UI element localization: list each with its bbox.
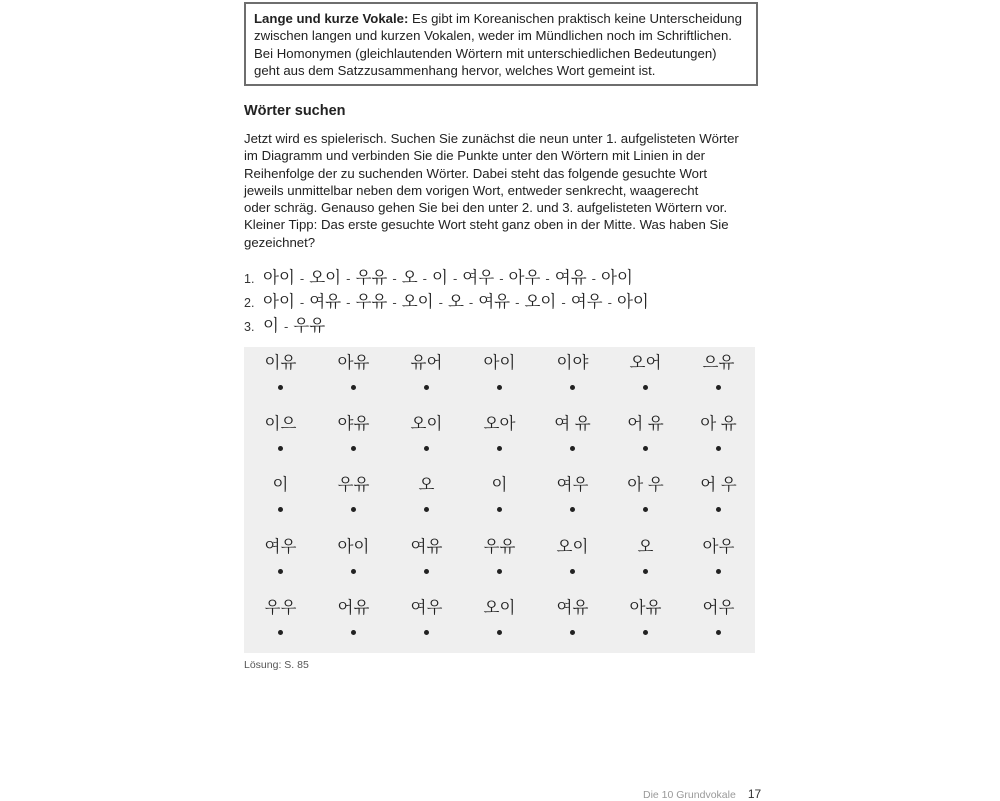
grid-dot[interactable] [497, 446, 502, 451]
grid-dot[interactable] [351, 569, 356, 574]
grid-word: 아우 [702, 537, 735, 556]
sequence-word: 아이 [263, 269, 295, 287]
sequence-word: 여유 [309, 293, 342, 311]
grid-word: 이 [491, 476, 508, 495]
sequence-word: 오이 [524, 293, 557, 311]
grid-word: 오이 [483, 598, 516, 617]
sequence-separator: - [607, 295, 612, 310]
page-footer [643, 787, 761, 801]
grid-word: 어 우 [700, 476, 737, 495]
sequence-word: 여우 [462, 269, 495, 287]
grid-dot[interactable] [497, 507, 502, 512]
grid-cell [609, 353, 682, 390]
sequence-separator: - [499, 271, 504, 286]
grid-cell [390, 353, 463, 390]
sequence-separator: - [392, 295, 397, 310]
sequence-word: 우유 [355, 269, 388, 287]
sequence-word: 오 [447, 293, 464, 311]
sequence-word: 여우 [570, 293, 603, 311]
grid-word: 우유 [483, 537, 516, 556]
info-box-line-4: geht aus dem Satzzusammenhang hervor, welches Wort gemeint ist. [254, 62, 656, 78]
grid-word: 여우 [410, 598, 443, 617]
grid-word: 아유 [337, 354, 370, 372]
intro-line: jeweils unmittelbar neben dem vorigen Wort, entweder senkrecht, waagerecht [244, 182, 699, 198]
grid-dot[interactable] [424, 446, 429, 451]
grid-dot[interactable] [643, 630, 648, 635]
sequence-word: 이 [432, 269, 448, 287]
grid-dot[interactable] [716, 507, 721, 512]
grid-cell [609, 475, 682, 512]
grid-word: 여유 [556, 598, 589, 617]
grid-cell [390, 414, 463, 451]
grid-dot[interactable] [497, 569, 502, 574]
grid-word: 오이 [410, 415, 443, 434]
grid-word: 여우 [264, 537, 297, 556]
grid-word: 이 [272, 476, 289, 495]
grid-dot[interactable] [424, 569, 429, 574]
grid-word: 어우 [702, 598, 735, 617]
sequence-separator: - [468, 295, 474, 310]
grid-cell [682, 353, 755, 390]
word-sequence-1 [244, 264, 649, 288]
grid-cell [609, 598, 682, 635]
grid-dot[interactable] [570, 630, 575, 635]
word-sequence-2 [244, 288, 649, 312]
grid-cell [317, 537, 390, 574]
grid-dot[interactable] [716, 569, 721, 574]
sequence-separator: - [561, 295, 566, 310]
grid-dot[interactable] [424, 385, 429, 390]
grid-dot[interactable] [643, 507, 648, 512]
grid-cell [463, 414, 536, 451]
grid-dot[interactable] [278, 507, 283, 512]
sequence-word: 여유 [478, 293, 511, 311]
grid-dot[interactable] [278, 385, 283, 390]
sequence-separator: - [591, 271, 596, 286]
grid-word: 여 유 [554, 415, 591, 434]
grid-cell [390, 598, 463, 635]
grid-cell [463, 475, 536, 512]
grid-dot[interactable] [424, 630, 429, 635]
grid-cell [682, 414, 755, 451]
grid-cell [682, 537, 755, 574]
solution-reference: Lösung: S. 85 [244, 659, 309, 671]
grid-word: 아이 [337, 537, 370, 556]
grid-dot[interactable] [497, 385, 502, 390]
grid-cell [317, 353, 390, 390]
grid-dot[interactable] [351, 385, 356, 390]
grid-dot[interactable] [643, 569, 648, 574]
word-search-grid [244, 347, 755, 653]
grid-dot[interactable] [716, 630, 721, 635]
grid-word: 여유 [410, 537, 443, 556]
sequence-word: 우유 [293, 317, 326, 335]
grid-cell [463, 537, 536, 574]
grid-cell [244, 414, 317, 451]
grid-word: 오 [637, 537, 654, 556]
intro-line: oder schräg. Genauso gehen Sie bei den unter 2. und 3. aufgelisteten Wörtern vor. [244, 200, 728, 216]
grid-cell [536, 537, 609, 574]
sequence-number: 3. [244, 320, 255, 334]
grid-cell [244, 537, 317, 574]
grid-dot[interactable] [424, 507, 429, 512]
grid-cell [463, 353, 536, 390]
grid-dot[interactable] [716, 385, 721, 390]
sequence-separator: - [545, 271, 550, 286]
sequence-word: 오이 [401, 293, 434, 311]
grid-cell [317, 414, 390, 451]
grid-cell [244, 475, 317, 512]
grid-dot[interactable] [497, 630, 502, 635]
grid-cell [390, 475, 463, 512]
grid-word: 우우 [264, 598, 297, 617]
grid-cell [536, 475, 609, 512]
grid-cell [536, 414, 609, 451]
grid-dot[interactable] [570, 507, 575, 512]
grid-dot[interactable] [643, 446, 648, 451]
grid-dot[interactable] [570, 385, 575, 390]
grid-word: 오어 [629, 354, 662, 372]
sequence-word: 오이 [309, 269, 342, 287]
intro-line: Jetzt wird es spielerisch. Suchen Sie zunächst die neun unter 1. aufgelisteten Wörter [244, 131, 739, 146]
sequence-word: 아이 [616, 293, 649, 311]
grid-dot[interactable] [716, 446, 721, 451]
grid-word: 오 [418, 476, 435, 495]
intro-paragraph [244, 130, 764, 251]
grid-cell [609, 414, 682, 451]
grid-word: 아이 [483, 354, 516, 372]
grid-cell [609, 537, 682, 574]
sequence-word: 아이 [601, 269, 633, 287]
grid-word: 이야 [556, 354, 589, 372]
sequence-separator: - [299, 295, 305, 310]
sequence-separator: - [392, 271, 397, 286]
grid-dot[interactable] [570, 446, 575, 451]
sequence-separator: - [422, 271, 427, 286]
intro-line: gezeichnet? [244, 234, 316, 250]
intro-line: Reihenfolge der zu suchenden Wörter. Dabei steht das folgende gesuchte Wort [244, 165, 708, 181]
grid-cell [682, 475, 755, 512]
grid-dot[interactable] [570, 569, 575, 574]
grid-word: 오이 [556, 537, 589, 556]
intro-line: im Diagramm und verbinden Sie die Punkte unter den Wörtern mit Linien in der [244, 148, 706, 164]
grid-word: 으유 [702, 354, 735, 372]
info-box-title: Lange und kurze Vokale: [254, 11, 409, 26]
grid-cell [317, 598, 390, 635]
info-box-line-3: Bei Homonymen (gleichlautenden Wörtern mit unterschiedlichen Bedeutungen) [254, 45, 717, 61]
grid-word: 우유 [337, 476, 370, 495]
grid-word: 유어 [410, 354, 443, 372]
sequence-separator: - [299, 271, 305, 286]
info-box-line-2: zwischen langen und kurzen Vokalen, weder im Mündlichen noch im Schriftlichen. [254, 28, 732, 44]
sequence-word: 오 [401, 269, 418, 287]
grid-word: 어유 [337, 598, 370, 617]
grid-cell [390, 537, 463, 574]
grid-word: 이으 [264, 415, 297, 434]
grid-dot[interactable] [278, 569, 283, 574]
info-box [244, 2, 758, 86]
sequence-number: 2. [244, 296, 255, 310]
grid-word: 여우 [556, 476, 589, 495]
grid-cell [536, 353, 609, 390]
page-number: 17 [747, 787, 762, 801]
grid-cell [244, 598, 317, 635]
word-sequence-3 [244, 312, 649, 336]
grid-word: 야유 [337, 415, 370, 434]
sequence-separator: - [283, 319, 289, 334]
sequence-number: 1. [244, 272, 255, 286]
sequence-separator: - [346, 295, 351, 310]
sequence-word: 아이 [263, 293, 295, 311]
sequence-separator: - [452, 271, 458, 286]
grid-cell [536, 598, 609, 635]
grid-cell [244, 353, 317, 390]
grid-dot[interactable] [278, 446, 283, 451]
sequence-word: 이 [263, 317, 279, 335]
grid-cell [682, 598, 755, 635]
sequence-separator: - [515, 295, 520, 310]
info-box-line-1: Lange und kurze Vokale: Es gibt im Koreanischen praktisch keine Unterscheidung [254, 11, 742, 26]
grid-dot[interactable] [351, 446, 356, 451]
grid-word: 아 우 [627, 476, 664, 495]
grid-dot[interactable] [278, 630, 283, 635]
sequence-separator: - [438, 295, 443, 310]
grid-dot[interactable] [351, 507, 356, 512]
grid-cell [463, 598, 536, 635]
grid-word: 아유 [629, 598, 662, 617]
intro-line: Kleiner Tipp: Das erste gesuchte Wort steht ganz oben in der Mitte. Was haben Sie [244, 217, 729, 233]
sequence-word: 여유 [554, 269, 587, 287]
grid-cell [317, 475, 390, 512]
grid-word: 아 유 [700, 415, 737, 434]
grid-dot[interactable] [643, 385, 648, 390]
section-heading: Wörter suchen [244, 103, 346, 119]
grid-dot[interactable] [351, 630, 356, 635]
grid-word: 오아 [483, 415, 516, 434]
word-sequences [244, 264, 649, 336]
grid-word: 어 유 [627, 415, 664, 434]
chapter-title: Die 10 Grundvokale [643, 789, 736, 801]
sequence-separator: - [346, 271, 351, 286]
sequence-word: 아우 [508, 269, 541, 287]
grid-word: 이유 [264, 354, 297, 372]
sequence-word: 우유 [355, 293, 388, 311]
